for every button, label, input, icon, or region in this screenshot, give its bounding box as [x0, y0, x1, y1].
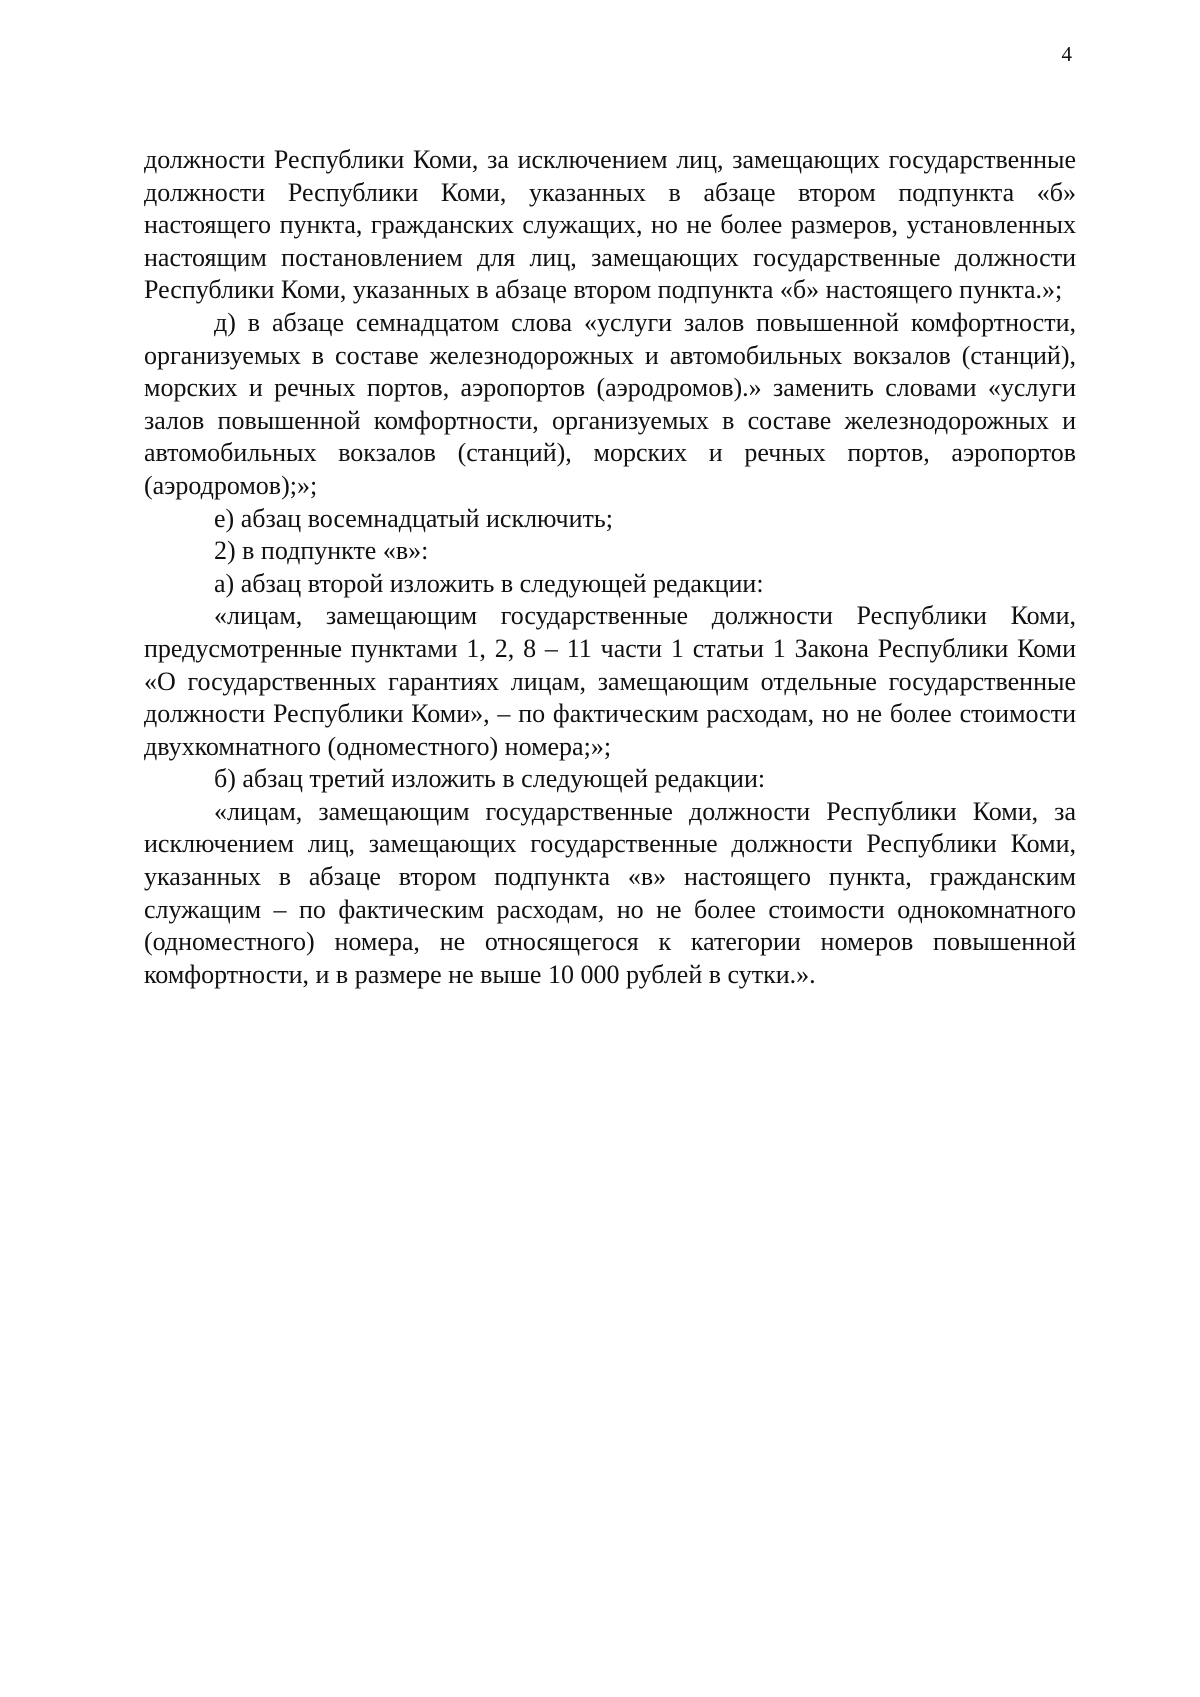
paragraph-quote-2: «лицам, замещающим государственные должности Республики Коми, за исключением лиц, замещающих государственные должности Республики Коми, указанных в абзаце втором подпункта «в» настоящего пункта, гражданским служащим – по фактическим расходам, но не более стоимости однокомнатного (одноместного) номера, не относящегося к категории номеров повышенной комфортности, и в размере не выше 10 000 рублей в сутки.».	[144, 796, 1076, 989]
paragraph-continuation: должности Республики Коми, за исключением лиц, замещающих государственные должности Республики Коми, указанных в абзаце втором подпункта «б» настоящего пункта, гражданских служащих, но не более размеров, установленных настоящим постановлением для лиц, замещающих государственные должности Республики Коми, указанных в абзаце втором подпункта «б» настоящего пункта.»;	[144, 145, 1076, 305]
paragraph-item-e: е) абзац восемнадцатый исключить;	[214, 503, 613, 533]
paragraph-quote-1: «лицам, замещающим государственные должности Республики Коми, предусмотренные пунктами 1, 2, 8 – 11 части 1 статьи 1 Закона Республики Коми «О государственных гарантиях лицам, замещающим отдельные государственные должности Республики Коми», – по фактическим расходам, но не более стоимости двухкомнатного (одноместного) номера;»;	[144, 601, 1076, 761]
paragraph-item-a: а) абзац второй изложить в следующей редакции:	[214, 568, 764, 598]
document-body	[144, 144, 1076, 991]
page-number: 4	[1061, 42, 1072, 66]
paragraph-item-2: 2) в подпункте «в»:	[214, 536, 429, 566]
paragraph-item-b: б) абзац третий изложить в следующей редакции:	[214, 764, 766, 794]
paragraph-item-d: д) в абзаце семнадцатом слова «услуги залов повышенной комфортности, организуемых в составе железнодорожных и автомобильных вокзалов (станций), морских и речных портов, аэропортов (аэродромов).» заменить словами «услуги залов повышенной комфортности, организуемых в составе железнодорожных и автомобильных вокзалов (станций), морских и речных портов, аэропортов (аэродромов);»;	[144, 307, 1076, 500]
